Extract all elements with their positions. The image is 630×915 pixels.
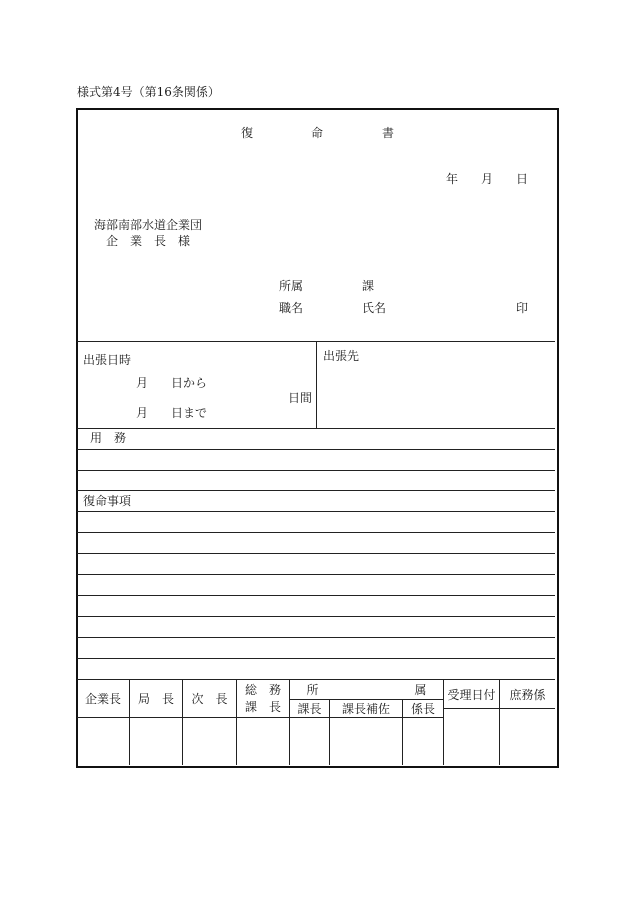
trip-destination-label: 出張先 xyxy=(323,349,360,363)
title-char-2: 命 xyxy=(311,126,324,140)
approval-header-ceo: 企業長 xyxy=(84,692,121,706)
affiliation-label: 所属 xyxy=(279,279,304,293)
approval-header-bureau-chief: 局 長 xyxy=(137,692,174,706)
addressee-org: 海部南部水道企業団 xyxy=(94,218,203,232)
date-day: 日 xyxy=(516,172,529,186)
trip-to-month: 月 xyxy=(136,406,149,420)
report-items-label: 復命事項 xyxy=(83,494,132,508)
trip-days: 日間 xyxy=(288,391,313,405)
addressee-name: 企 業 長 様 xyxy=(106,234,191,248)
approval-header-general-affairs-1: 総 務 xyxy=(244,682,281,697)
approval-header-deputy: 次 長 xyxy=(191,692,228,706)
approval-subheader-subsection-chief: 係長 xyxy=(410,702,435,716)
trip-from-month: 月 xyxy=(136,376,149,390)
approval-header-clerk: 庶務係 xyxy=(509,687,546,702)
title-char-1: 復 xyxy=(241,126,254,140)
approval-subheader-assistant-chief: 課長補佐 xyxy=(341,702,390,716)
position-label: 職名 xyxy=(279,301,304,315)
date-month: 月 xyxy=(481,172,494,186)
title-char-3: 書 xyxy=(382,126,395,140)
approval-header-department: 所 属 xyxy=(306,683,427,697)
report-form-frame xyxy=(76,108,559,768)
trip-from-day: 日から xyxy=(171,376,208,390)
trip-to-day: 日まで xyxy=(171,406,208,420)
seal-label: 印 xyxy=(516,301,529,315)
approval-subheader-section-chief: 課長 xyxy=(297,702,322,716)
approval-header-reception-date: 受理日付 xyxy=(447,687,496,702)
section-label: 課 xyxy=(362,279,375,293)
trip-datetime-label: 出張日時 xyxy=(83,353,132,367)
purpose-label: 用 務 xyxy=(90,431,127,445)
name-label: 氏名 xyxy=(362,301,387,315)
date-year: 年 xyxy=(446,172,459,186)
form-number: 様式第4号（第16条関係） xyxy=(77,85,220,99)
approval-header-general-affairs-2: 課 長 xyxy=(244,699,281,714)
